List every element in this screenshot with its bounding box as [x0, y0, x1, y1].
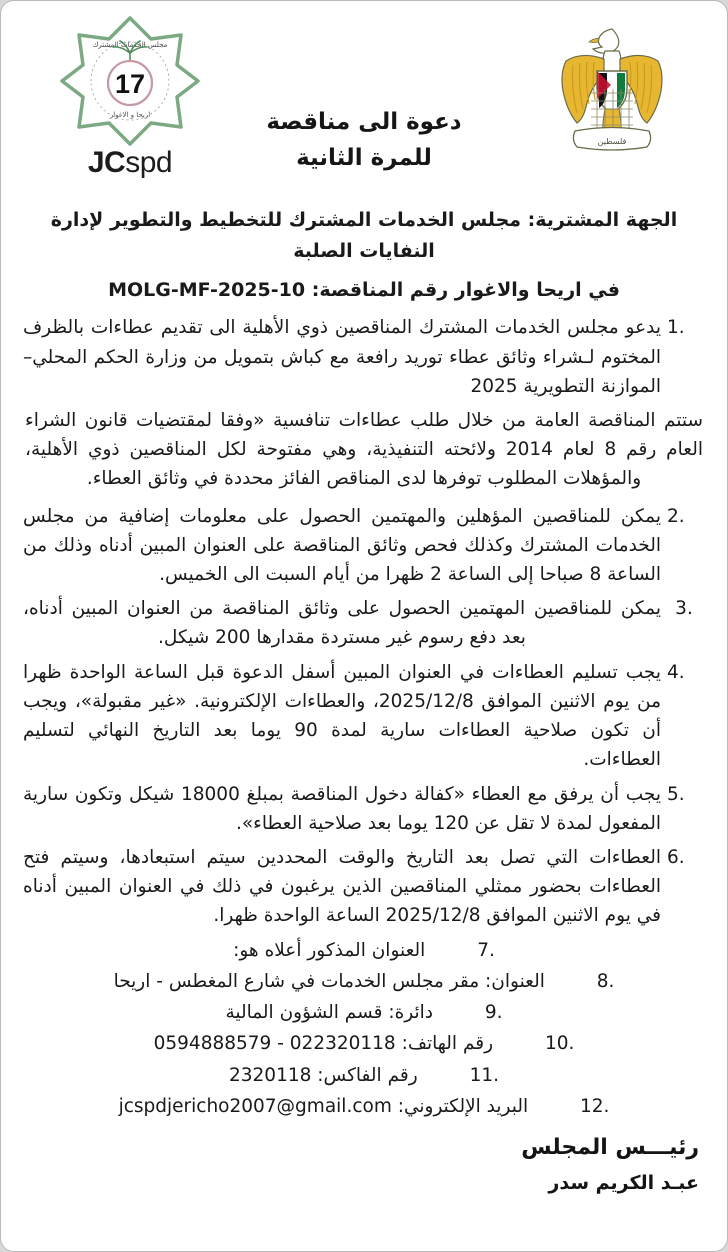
contact-item-email: [23, 1092, 705, 1121]
svg-text:فلسطين: فلسطين: [597, 137, 627, 146]
clause-number: 5.: [667, 783, 685, 805]
clause-number: 1.: [667, 317, 685, 339]
tender-number-line: [25, 275, 703, 306]
contact-item-address: [23, 967, 705, 996]
jcspd-wordmark-light: spd: [125, 146, 173, 179]
svg-text:مجلس الخدمات المشترك: مجلس الخدمات المشترك: [92, 41, 168, 49]
page-title: [23, 105, 705, 176]
clause-number: 11.: [469, 1064, 499, 1086]
contact-item-fax: [23, 1061, 705, 1090]
title-line-2: للمرة الثانية: [296, 144, 432, 171]
svg-text:17: 17: [114, 69, 146, 99]
clause-text: العطاءات التي تصل بعد التاريخ والوقت المحددين سيتم استبعادها، وسيتم فتح العطاءات بحضور ممثلي المناقصين الذين يرغبون في ذلك في العنوان المبين أدناه في يوم الاثنين الموافق 2025/12/8 الساعة الواحدة ظهرا.: [23, 847, 661, 927]
fax-number: 2320118: [229, 1064, 312, 1086]
clause-text: يجب تسليم العطاءات في العنوان المبين أسفل الدعوة قبل الساعة الواحدة ظهرا من يوم الاثنين الموافق 2025/12/8، والعطاءات الإلكترونية. «غير مقبولة»، ويجب أن تكون صلاحية العطاءات سارية لمدة 90 يوما بعد التاريخ النهائي لتسليم العطاءات.: [23, 661, 661, 771]
contact-item-phone: [23, 1029, 705, 1058]
signatory-title: رئيـــس المجلس: [521, 1134, 699, 1160]
contact-label: البريد الإلكتروني:: [397, 1095, 529, 1117]
clause-number: 12.: [580, 1095, 610, 1117]
clause-number: 2.: [667, 505, 685, 527]
clause-list: [23, 313, 705, 1121]
clause-number: 6.: [667, 847, 685, 869]
contact-text: العنوان المذكور أعلاه هو:: [233, 939, 426, 961]
clause-number: 10.: [544, 1033, 575, 1055]
clause-text: يمكن للمناقصين المهتمين الحصول على وثائق المناقصة من العنوان المبين أدناه، بعد دفع رسوم غير مستردة مقدارها 200 شيكل.: [23, 598, 661, 649]
email-address[interactable]: jcspdjericho2007@gmail.com: [118, 1095, 392, 1117]
clause-item: [23, 594, 705, 652]
clause-item: [23, 502, 705, 590]
clause-number: 4.: [667, 661, 685, 683]
clause-number: 8.: [596, 970, 615, 992]
signatory-name: عبـد الكريم سدر: [548, 1171, 699, 1194]
procurement-law-paragraph: ستتم المناقصة العامة من خلال طلب عطاءات تنافسية «وفقا لمقتضيات قانون الشراء العام رقم 8 لعام 2014 ولائحته التنفيذية، وهي مفتوحة لكل المناقصين ذوي الأهلية، والمؤهلات المطلوب توفرها لدى المناقص الفائز محددة في وثائق العطاء.: [25, 409, 703, 490]
tender-number-label: في اريحا والاغوار رقم المناقصة:: [311, 278, 620, 301]
procuring-entity-line-1: الجهة المشترية: مجلس الخدمات المشترك للتخطيط والتطوير لإدارة النفايات الصلبة: [50, 209, 678, 262]
contact-text: دائرة: قسم الشؤون المالية: [225, 1002, 434, 1024]
clause-text: يمكن للمناقصين المؤهلين والمهتمين الحصول على معلومات إضافية من مجلس الخدمات المشترك وكذلك فحص وثائق المناقصة على العنوان المبين أدناه وذلك من الساعة 8 صباحا إلى الساعة 2 ظهرا من أيام السبت الى الخميس.: [23, 505, 661, 586]
contact-label: رقم الهاتف:: [401, 1033, 494, 1055]
jcspd-wordmark-bold: JC: [87, 146, 126, 179]
clause-number: 7.: [477, 939, 495, 961]
contact-label: رقم الفاكس:: [317, 1064, 418, 1086]
clause-number: 3.: [675, 598, 693, 620]
phone-number[interactable]: 0594888579 - 022320118: [153, 1033, 396, 1055]
contact-item-address-note: [23, 936, 705, 965]
tender-number-value: MOLG-MF-2025-10: [108, 278, 306, 301]
clause-text: يجب أن يرفق مع العطاء «كفالة دخول المناقصة بمبلغ 18000 شيكل وتكون سارية المفعول لمدة لا تقل عن 120 يوما بعد صلاحية العطاء».: [23, 783, 661, 834]
document-header: [23, 1, 705, 201]
contact-text: العنوان: مقر مجلس الخدمات في شارع المغطس - اريحا: [113, 970, 545, 992]
signature-block: [23, 1135, 705, 1194]
svg-text:اريحا و الاغوار: اريحا و الاغوار: [109, 111, 151, 119]
clause-item: [23, 313, 705, 401]
clause-text: يدعو مجلس الخدمات المشترك المناقصين ذوي الأهلية الى تقديم عطاءات بالظرف المختوم لـشراء وثائق عطاء توريد رافعة مع كباش بتمويل من وزارة الحكم المحلي–الموازنة التطويرية 2025: [23, 317, 661, 397]
clause-item: [23, 843, 705, 931]
clause-number: 9.: [484, 1002, 503, 1024]
clause-item: [23, 658, 705, 775]
clause-item: [23, 780, 705, 838]
contact-item-department: [23, 998, 705, 1027]
title-line-1: دعوة الى مناقصة: [266, 109, 462, 135]
